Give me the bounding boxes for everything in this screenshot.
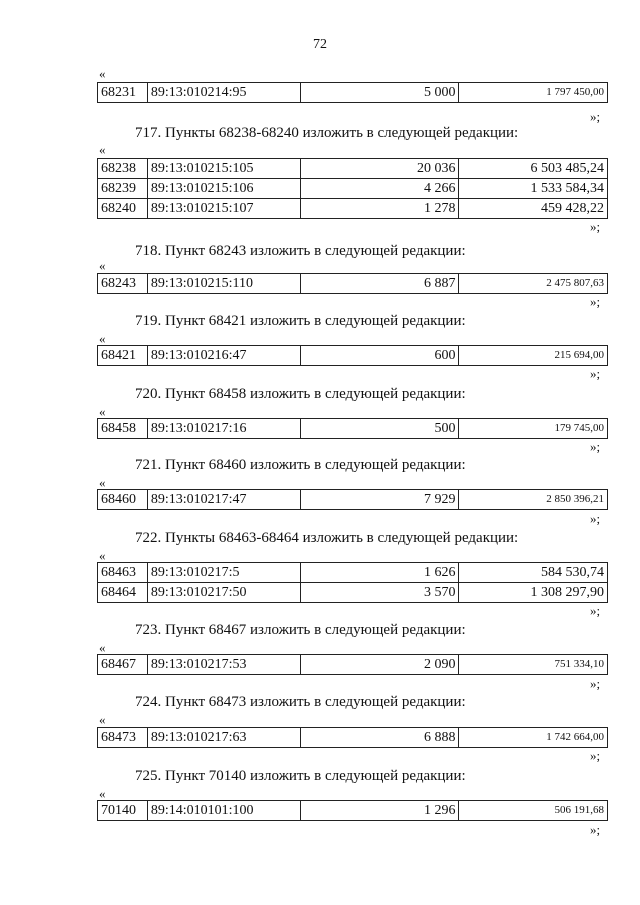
closing-quote: »; — [590, 748, 601, 763]
cadastral-number-cell: 89:13:010217:63 — [147, 728, 300, 748]
cadastral-number-cell: 89:13:010217:47 — [147, 490, 300, 510]
opening-quote: « — [99, 404, 106, 419]
item-number-cell: 68467 — [98, 655, 148, 675]
closing-quote: »; — [590, 294, 601, 309]
cadastral-cost-cell: 215 694,00 — [459, 346, 608, 366]
cadastral-cost-cell: 1 533 584,34 — [459, 179, 608, 199]
table-row — [98, 583, 608, 603]
opening-quote: « — [99, 475, 106, 490]
item-number-cell: 68231 — [98, 83, 148, 103]
area-cell: 1 278 — [300, 199, 459, 219]
opening-quote: « — [99, 331, 106, 346]
table-row — [98, 655, 608, 675]
area-cell: 500 — [300, 419, 459, 439]
table-row — [98, 179, 608, 199]
cadastral-cost-cell: 1 308 297,90 — [459, 583, 608, 603]
item-number-cell: 68240 — [98, 199, 148, 219]
table-row — [98, 199, 608, 219]
parcel-table — [97, 345, 608, 366]
opening-quote: « — [99, 258, 106, 273]
area-cell: 5 000 — [300, 83, 459, 103]
item-number-cell: 68239 — [98, 179, 148, 199]
closing-quote: »; — [590, 366, 601, 381]
parcel-table — [97, 562, 608, 603]
closing-quote: »; — [590, 603, 601, 618]
closing-quote: »; — [590, 219, 601, 234]
opening-quote: « — [99, 712, 106, 727]
parcel-table — [97, 418, 608, 439]
cadastral-number-cell: 89:13:010217:53 — [147, 655, 300, 675]
area-cell: 6 887 — [300, 274, 459, 294]
cadastral-cost-cell: 584 530,74 — [459, 563, 608, 583]
cadastral-cost-cell: 6 503 485,24 — [459, 159, 608, 179]
amendment-heading: 723. Пункт 68467 изложить в следующей редакции: — [135, 622, 466, 638]
opening-quote: « — [99, 66, 106, 81]
area-cell: 600 — [300, 346, 459, 366]
table-row — [98, 83, 608, 103]
cadastral-cost-cell: 751 334,10 — [459, 655, 608, 675]
area-cell: 7 929 — [300, 490, 459, 510]
cadastral-number-cell: 89:13:010217:16 — [147, 419, 300, 439]
closing-quote: »; — [590, 822, 601, 837]
cadastral-number-cell: 89:13:010217:5 — [147, 563, 300, 583]
table-row — [98, 490, 608, 510]
cadastral-cost-cell: 459 428,22 — [459, 199, 608, 219]
table-row — [98, 346, 608, 366]
amendment-heading: 724. Пункт 68473 изложить в следующей редакции: — [135, 694, 466, 710]
parcel-table — [97, 654, 608, 675]
cadastral-number-cell: 89:13:010214:95 — [147, 83, 300, 103]
closing-quote: »; — [590, 439, 601, 454]
amendment-heading: 720. Пункт 68458 изложить в следующей редакции: — [135, 386, 466, 402]
item-number-cell: 68243 — [98, 274, 148, 294]
parcel-table — [97, 727, 608, 748]
area-cell: 3 570 — [300, 583, 459, 603]
amendment-heading: 717. Пункты 68238-68240 изложить в следующей редакции: — [135, 125, 519, 141]
amendment-heading: 722. Пункты 68463-68464 изложить в следующей редакции: — [135, 530, 519, 546]
item-number-cell: 68473 — [98, 728, 148, 748]
parcel-table — [97, 800, 608, 821]
area-cell: 4 266 — [300, 179, 459, 199]
area-cell: 1 626 — [300, 563, 459, 583]
opening-quote: « — [99, 548, 106, 563]
opening-quote: « — [99, 142, 106, 157]
page-number: 72 — [313, 37, 327, 52]
cadastral-number-cell: 89:13:010215:110 — [147, 274, 300, 294]
cadastral-number-cell: 89:13:010215:106 — [147, 179, 300, 199]
amendment-heading: 718. Пункт 68243 изложить в следующей редакции: — [135, 243, 466, 259]
item-number-cell: 68421 — [98, 346, 148, 366]
cadastral-number-cell: 89:13:010215:107 — [147, 199, 300, 219]
parcel-table — [97, 82, 608, 103]
closing-quote: »; — [590, 511, 601, 526]
area-cell: 2 090 — [300, 655, 459, 675]
parcel-table — [97, 273, 608, 294]
parcel-table — [97, 158, 608, 219]
amendment-heading: 719. Пункт 68421 изложить в следующей редакции: — [135, 313, 466, 329]
closing-quote: »; — [590, 676, 601, 691]
opening-quote: « — [99, 786, 106, 801]
item-number-cell: 68463 — [98, 563, 148, 583]
item-number-cell: 70140 — [98, 801, 148, 821]
table-row — [98, 801, 608, 821]
cadastral-cost-cell: 2 850 396,21 — [459, 490, 608, 510]
closing-quote: »; — [590, 109, 601, 124]
parcel-table — [97, 489, 608, 510]
cadastral-number-cell: 89:13:010217:50 — [147, 583, 300, 603]
cadastral-number-cell: 89:13:010215:105 — [147, 159, 300, 179]
item-number-cell: 68458 — [98, 419, 148, 439]
table-row — [98, 563, 608, 583]
amendment-heading: 725. Пункт 70140 изложить в следующей редакции: — [135, 768, 466, 784]
item-number-cell: 68464 — [98, 583, 148, 603]
item-number-cell: 68238 — [98, 159, 148, 179]
table-row — [98, 274, 608, 294]
amendment-heading: 721. Пункт 68460 изложить в следующей редакции: — [135, 457, 466, 473]
cadastral-cost-cell: 2 475 807,63 — [459, 274, 608, 294]
cadastral-cost-cell: 179 745,00 — [459, 419, 608, 439]
area-cell: 20 036 — [300, 159, 459, 179]
cadastral-cost-cell: 1 742 664,00 — [459, 728, 608, 748]
opening-quote: « — [99, 640, 106, 655]
cadastral-cost-cell: 1 797 450,00 — [459, 83, 608, 103]
table-row — [98, 419, 608, 439]
table-row — [98, 159, 608, 179]
area-cell: 1 296 — [300, 801, 459, 821]
cadastral-number-cell: 89:14:010101:100 — [147, 801, 300, 821]
cadastral-cost-cell: 506 191,68 — [459, 801, 608, 821]
cadastral-number-cell: 89:13:010216:47 — [147, 346, 300, 366]
item-number-cell: 68460 — [98, 490, 148, 510]
area-cell: 6 888 — [300, 728, 459, 748]
table-row — [98, 728, 608, 748]
